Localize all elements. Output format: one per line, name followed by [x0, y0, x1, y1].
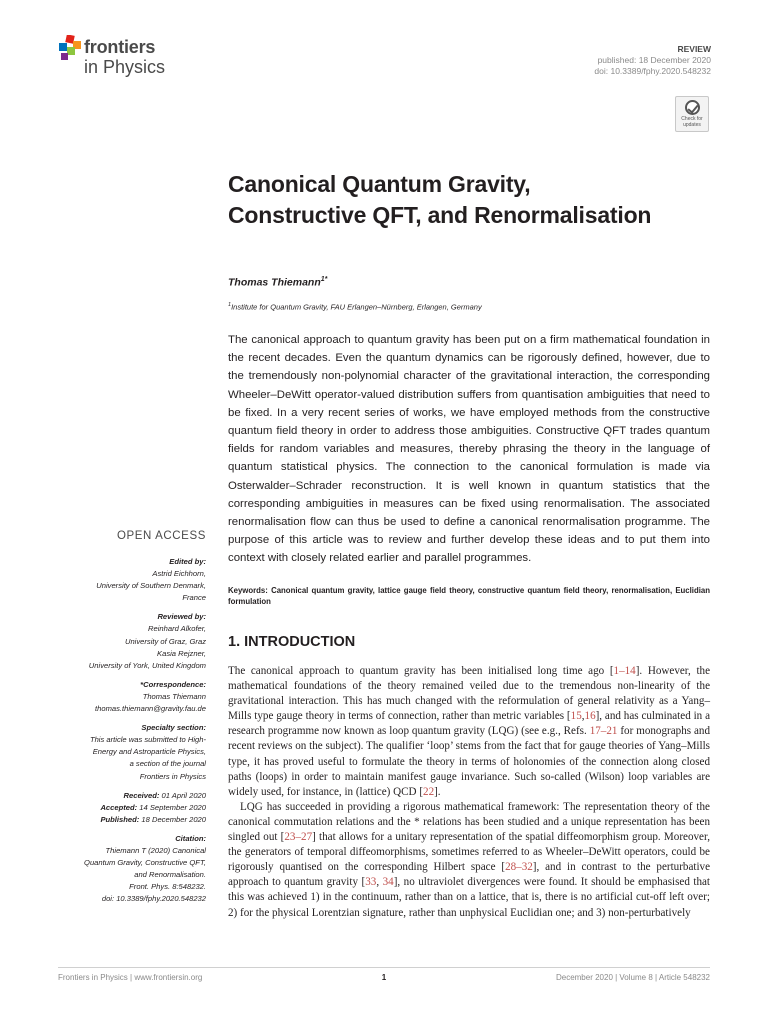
citation-line-3: and Renormalisation.	[134, 870, 206, 880]
received-label: Received:	[123, 790, 160, 800]
article-type: REVIEW	[677, 44, 711, 54]
reference-link[interactable]: 33	[365, 876, 377, 889]
edited-by-label: Edited by:	[169, 557, 206, 566]
open-access-label: OPEN ACCESS	[116, 530, 206, 542]
reference-link[interactable]: 22	[423, 785, 435, 798]
reference-link[interactable]: 17–21	[589, 725, 618, 738]
reference-link[interactable]: 16	[584, 710, 596, 723]
author-line	[228, 276, 327, 289]
frontiers-logo-icon	[58, 35, 82, 65]
keywords: Keywords: Canonical quantum gravity, lattice gauge field theory, constructive quantum field theory, renormalisation, Euclidian formulation	[228, 586, 710, 606]
article-title: Canonical Quantum Gravity, Constructive QFT, and Renormalisation	[228, 171, 652, 228]
editor-affiliation-2: France	[182, 593, 206, 603]
citation-line-1: Thiemann T (2020) Canonical	[105, 845, 206, 855]
footer-issue-info: December 2020 | Volume 8 | Article 548232	[555, 973, 710, 982]
text-run: The canonical approach to quantum gravity has been initialised long time ago [	[228, 665, 614, 677]
check-icon	[685, 100, 700, 115]
published-date-side	[50, 814, 206, 826]
text-run: ].	[434, 785, 441, 798]
text-run: for monographs and recent reviews on the subject). The qualifier ‘loop’ stems from the fact that for gauge theories of Yang–Mills type, it has proved useful to formulate the theory in terms of holonomies of the connection along closed paths (loops) in order to maintain manifest gauge invariance. Such so-called (Wilson) loop variables are widely used, for instance, in (lattice) QCD [	[228, 725, 711, 798]
paragraph-2	[228, 800, 710, 921]
section-heading: 1. INTRODUCTION	[228, 634, 356, 650]
received-date	[50, 790, 206, 802]
published-label: Published:	[100, 814, 140, 824]
reviewer-2-name: Kasia Rejzner,	[157, 648, 206, 658]
page-footer	[58, 973, 710, 987]
paragraph-1	[228, 664, 710, 800]
accepted-label: Accepted:	[100, 802, 138, 812]
specialty-section-label: Specialty section:	[141, 723, 206, 733]
author-mark: 1*	[320, 276, 328, 283]
page-number: 1	[381, 973, 387, 982]
editor-name: Astrid Eichhorn,	[152, 569, 206, 579]
accepted-value: 14 September 2020	[139, 802, 206, 812]
citation-line-2: Quantum Gravity, Constructive QFT,	[84, 858, 206, 868]
reviewer-2-affiliation: University of York, United Kingdom	[88, 660, 206, 670]
footer-divider	[58, 967, 710, 968]
reference-link[interactable]: 34	[382, 876, 394, 889]
published-value: 18 December 2020	[141, 814, 206, 824]
correspondence-name: Thomas Thiemann	[142, 691, 206, 701]
correspondence-email[interactable]: thomas.thiemann@gravity.fau.de	[95, 704, 206, 714]
article-doi[interactable]: doi: 10.3389/fphy.2020.548232	[594, 66, 711, 76]
reference-link[interactable]: 23–27	[284, 831, 313, 844]
text-run: ]. However, the mathematical foundations of the theory remained veiled due to the tremendous non-linearity of the gravitational interaction. This has much changed with the reformulation of general relativity as a Yang–Mills type gauge theory in terms of connection, rather than metric variables [	[228, 665, 710, 723]
abstract: The canonical approach to quantum gravity has been put on a firm mathematical foundation in the recent decades. Even the quantum dynamics can be rigorously defined, however, due to the tremendously non-polynomial character of the gravitational interaction, the corresponding Wheeler–DeWitt operator-valued distribution suffers from quantisation ambiguities that need to be fixed. In a very recent series of works, we have employed methods from the constructive quantum field theory in order to address those ambiguities. Constructive QFT trades quantum fields for random variables and measures, thereby phrasing the theory in the language of quantum statistical physics. The connection to the canonical formulation is made via Osterwalder–Schrader reconstruction. It is well known in quantum statistics that the corresponding ambiguities in measures can be fixed using renormalisation. The associated renormalisation flow can thus be used to define a canonical renormalisation programme. The purpose of this article was to review and further develop these ideas and to put them into context with closely related earlier and parallel programmes.	[228, 334, 710, 565]
editor-affiliation-1: University of Southern Denmark,	[96, 581, 206, 591]
reviewed-by-label: Reviewed by:	[157, 612, 206, 622]
reviewer-1-name: Reinhard Alkofer,	[148, 624, 206, 634]
correspondence-label: *Correspondence:	[140, 679, 206, 689]
text-run: LQG has succeeded in providing a rigorous mathematical framework: The representation theory of the canonical commutation relations and the * relations has been studied and a unique representation has been singled out [	[228, 800, 710, 844]
reference-link[interactable]: 15	[570, 710, 582, 723]
accepted-date	[50, 802, 206, 814]
body-text	[228, 664, 710, 921]
specialty-line-4: Frontiers in Physics	[139, 771, 206, 781]
article-sidebar	[50, 556, 206, 905]
reviewer-1-affiliation: University of Graz, Graz	[124, 636, 206, 646]
footer-journal-link[interactable]: Frontiers in Physics | www.frontiersin.org	[58, 973, 203, 982]
received-value: 01 April 2020	[161, 790, 206, 800]
text-run: ], and in contrast to the perturbative approach to quantum gravity [	[228, 861, 711, 889]
check-badge-label: Check for updates	[681, 116, 703, 128]
article-meta	[594, 44, 711, 77]
text-run: ] that allows for a unitary representation of the spatial diffeomorphism group. Moreover, the generators of temporal diffeomorphisms, sometimes referred to as Wheeler–DeWitt operators, could be rigorously quantised on the corresponding Hilbert space [	[228, 831, 710, 874]
citation-line-5[interactable]: doi: 10.3389/fphy.2020.548232	[101, 894, 206, 904]
check-for-updates-badge[interactable]	[675, 96, 709, 132]
affiliation-mark: 1	[228, 302, 232, 308]
reference-link[interactable]: 1–14	[613, 665, 636, 677]
logo-brand-text: frontiers	[84, 37, 156, 57]
logo-journal-text: in Physics	[84, 57, 166, 77]
text-run: ], no ultraviolet divergences were found. It should be emphasised that this was achieved 1) in the continuum, rather than on a lattice, that is, there is no artificial cut-off left over; 2) for the physical Lorentzian signature, rather than unphysical Euclidian one; and 3) non-perturbatively	[228, 876, 711, 919]
journal-logo[interactable]	[58, 35, 228, 85]
specialty-line-3: a section of the journal	[129, 759, 206, 769]
text-run: ], and has culminated in a research programme now known as loop quantum gravity (LQG) (see e.g., Refs.	[228, 710, 711, 738]
published-date: published: 18 December 2020	[597, 55, 711, 65]
affiliation	[228, 302, 482, 312]
citation-line-4: Front. Phys. 8:548232.	[129, 882, 206, 892]
text-run: ,	[581, 710, 585, 723]
citation-label: Citation:	[175, 833, 206, 843]
text-run: ,	[376, 876, 383, 889]
specialty-line-2: Energy and Astroparticle Physics,	[92, 747, 206, 757]
affiliation-text: Institute for Quantum Gravity, FAU Erlangen–Nürnberg, Erlangen, Germany	[231, 302, 482, 312]
specialty-line-1: This article was submitted to High-	[89, 735, 206, 745]
author-name[interactable]: Thomas Thiemann	[228, 276, 321, 289]
reference-link[interactable]: 28–32	[505, 861, 533, 874]
